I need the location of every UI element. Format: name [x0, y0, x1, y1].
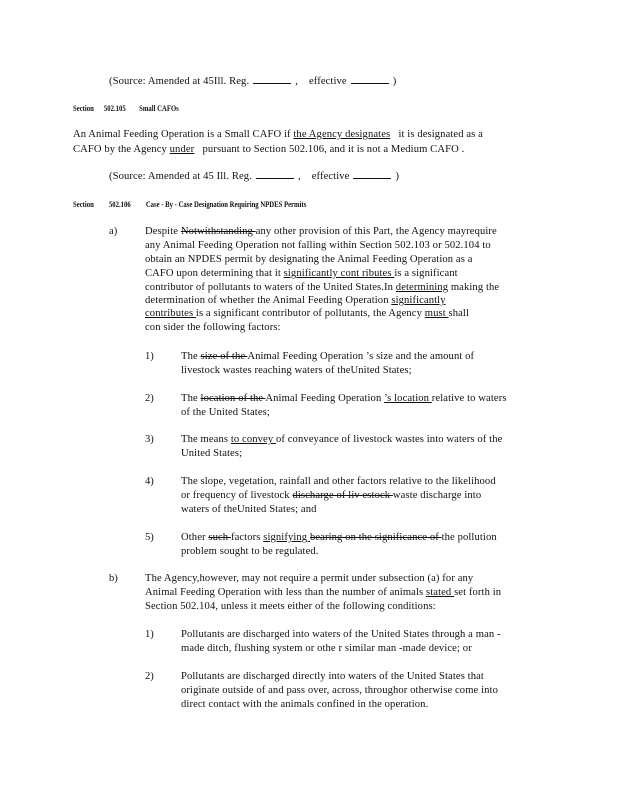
text: factors — [230, 532, 264, 543]
text: is a significant contributor of pollutants, the Agency — [195, 308, 425, 319]
text: The — [181, 393, 201, 404]
source-text: (Source: Amended at 45 Ill. Reg. — [109, 171, 252, 182]
condition-1-line-2: made ditch, flushing system or othe r similar man -made device; or — [181, 643, 472, 654]
text: Animal Feeding Operation ’s size and the amount of — [247, 351, 475, 362]
text: is a significant — [394, 268, 458, 279]
text: any other provision of this Part, the Agency mayrequire — [255, 226, 497, 237]
source-note-1: (Source: Amended at 45Ill. Reg. , effective ) — [109, 76, 397, 87]
factor-marker-4: 4) — [145, 476, 154, 487]
text: the pollution — [441, 532, 497, 543]
inserted-text: stated — [426, 587, 455, 598]
factor-marker-1: 1) — [145, 351, 154, 362]
deleted-text: discharge of liv estock — [292, 490, 393, 501]
text: of conveyance of livestock wastes into waters of the — [275, 434, 503, 445]
section-number: 502.106 — [108, 199, 131, 209]
deleted-text: location of the — [200, 393, 266, 404]
inserted-text: to convey — [230, 434, 276, 445]
factor-4-line-1: The slope, vegetation, rainfall and other factors relative to the likelihood — [181, 476, 496, 487]
text: waste discharge into — [392, 490, 482, 501]
text: CAFO by the Agency — [73, 144, 167, 155]
blank-line — [256, 169, 294, 179]
source-text: (Source: Amended at 45Ill. Reg. — [109, 76, 250, 87]
effective-label: effective — [311, 171, 350, 182]
item-b-line-1: The Agency,however, may not require a permit under subsection (a) for any — [145, 573, 474, 584]
text: determination of whether the Animal Feeding Operation — [145, 295, 392, 306]
item-a-line-1 — [145, 225, 497, 238]
text: making the — [448, 282, 500, 293]
factor-marker-3: 3) — [145, 434, 154, 445]
item-marker-b: b) — [109, 573, 118, 584]
condition-2-line-2: originate outside of and pass over, across, throughor otherwise come into — [181, 685, 498, 696]
text: Animal Feeding Operation — [265, 393, 385, 404]
item-b-line-3: Section 502.104, unless it meets either of the following conditions: — [145, 601, 436, 612]
condition-marker-2: 2) — [145, 671, 154, 682]
deleted-text: Notwithstanding — [180, 226, 256, 237]
section-heading-502-106 — [73, 199, 306, 209]
text: Despite — [145, 226, 181, 237]
deleted-text: such — [208, 532, 231, 543]
item-a-line-3: obtain an NPDES permit by designating the Animal Feeding Operation as a — [145, 254, 473, 265]
item-b-line-2 — [145, 586, 501, 599]
inserted-text: under — [169, 144, 195, 155]
inserted-text: contributes — [145, 308, 196, 319]
factor-1-line-1 — [181, 350, 474, 363]
inserted-text: ’s location — [384, 393, 432, 404]
factor-4-line-3: waters of theUnited States; and — [181, 504, 317, 515]
item-a-line-6 — [145, 294, 446, 307]
text: or frequency of livestock — [181, 490, 293, 501]
text: set forth in — [454, 587, 502, 598]
condition-marker-1: 1) — [145, 629, 154, 640]
text: Animal Feeding Operation with less than the number of animals — [145, 587, 426, 598]
text: Other — [181, 532, 209, 543]
deleted-text: bearing on the significance of — [309, 532, 442, 543]
condition-2-line-1: Pollutants are discharged directly into waters of the United States that — [181, 671, 484, 682]
inserted-text: must — [424, 308, 449, 319]
para-105-line-1 — [73, 128, 483, 141]
text: The — [181, 351, 201, 362]
item-a-line-7 — [145, 307, 469, 320]
blank-line — [351, 74, 389, 84]
blank-line — [353, 169, 391, 179]
text: CAFO upon determining that it — [145, 268, 284, 279]
section-title: Case - By - Case Designation Requiring NPDES Permits — [145, 199, 307, 209]
section-number: 502.105 — [103, 103, 126, 113]
factor-4-line-2 — [181, 489, 481, 502]
text: An Animal Feeding Operation is a Small CAFO if — [73, 129, 291, 140]
section-label: Section — [73, 199, 94, 209]
para-105-line-2 — [73, 143, 464, 156]
text: The means — [181, 434, 231, 445]
item-a-line-4 — [145, 267, 458, 280]
item-a-line-8: con sider the following factors: — [145, 322, 281, 333]
section-label: Section — [73, 103, 94, 113]
section-heading-502-105 — [73, 103, 179, 113]
factor-marker-2: 2) — [145, 393, 154, 404]
factor-2-line-1 — [181, 392, 507, 405]
text: contributor of pollutants to waters of the United States.In — [145, 282, 396, 293]
deleted-text: size of the — [200, 351, 248, 362]
text: it is designated as a — [398, 129, 483, 140]
item-a-line-5 — [145, 281, 499, 294]
factor-3-line-1 — [181, 433, 502, 446]
inserted-text: significantly — [391, 295, 446, 306]
factor-3-line-2: United States; — [181, 448, 243, 459]
factor-marker-5: 5) — [145, 532, 154, 543]
item-a-line-2: any Animal Feeding Operation not falling within Section 502.103 or 502.104 to — [145, 240, 491, 251]
factor-1-line-2: livestock wastes reaching waters of theUnited States; — [181, 365, 412, 376]
section-title: Small CAFOs — [139, 103, 179, 113]
inserted-text: the Agency designates — [293, 129, 391, 140]
item-marker-a: a) — [109, 226, 118, 237]
effective-label: effective — [308, 76, 347, 87]
inserted-text: signifying — [263, 532, 310, 543]
text: shall — [448, 308, 470, 319]
blank-line — [253, 74, 291, 84]
inserted-text: significantly cont ributes — [283, 268, 395, 279]
source-note-2: (Source: Amended at 45 Ill. Reg. , effective ) — [109, 171, 400, 182]
condition-2-line-3: direct contact with the animals confined in the operation. — [181, 699, 429, 710]
factor-5-line-2: problem sought to be regulated. — [181, 546, 319, 557]
condition-1-line-1: Pollutants are discharged into waters of the United States through a man - — [181, 629, 501, 640]
factor-2-line-2: of the United States; — [181, 407, 270, 418]
factor-5-line-1 — [181, 531, 497, 544]
text: relative to waters — [431, 393, 507, 404]
text: pursuant to Section 502.106, and it is not a Medium CAFO . — [202, 144, 465, 155]
inserted-text: determining — [395, 282, 449, 293]
